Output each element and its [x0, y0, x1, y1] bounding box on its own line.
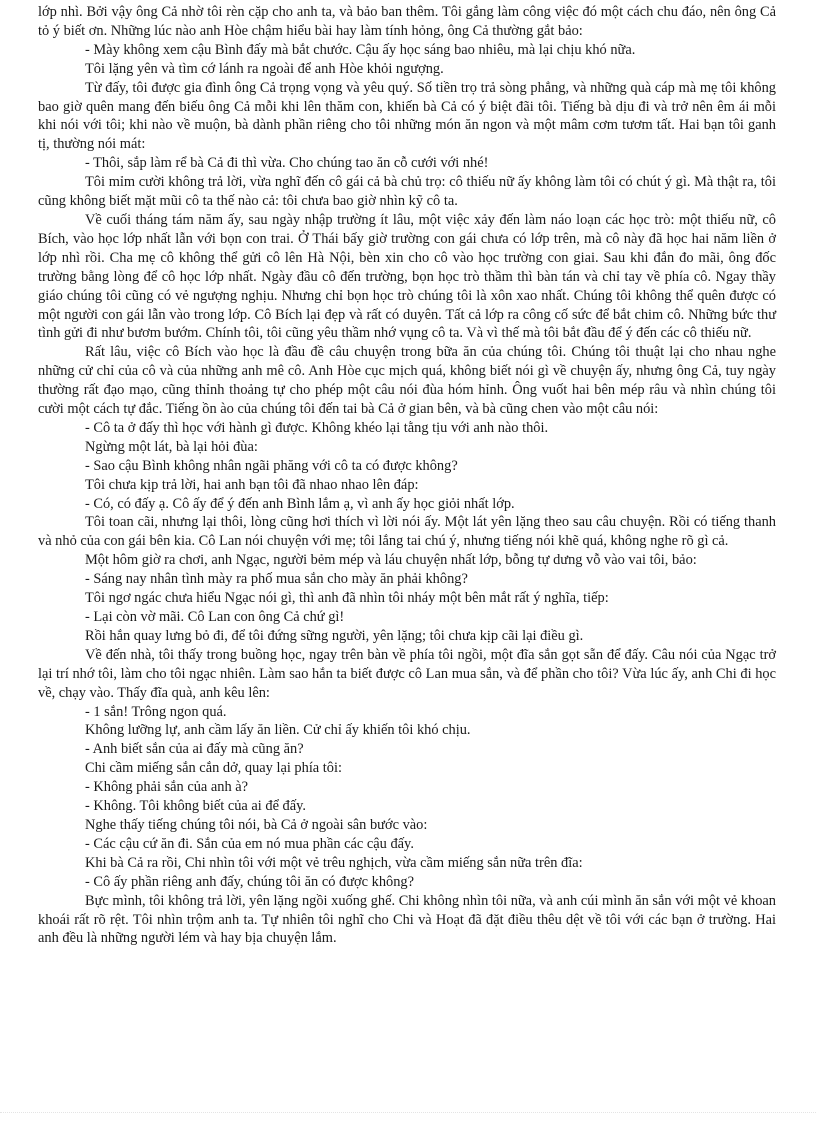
- paragraph: - Không phải sắn của anh à?: [85, 779, 249, 796]
- paragraph: Nghe thấy tiếng chúng tôi nói, bà Cả ở ngoài sân bước vào:: [85, 816, 428, 833]
- paragraph: Một hôm giờ ra chơi, anh Ngạc, người bẻm mép và láu chuyện nhất lớp, bỗng tự dưng vỗ vào vai tôi, bảo:: [85, 552, 697, 569]
- paragraph: - 1 sắn! Trông ngon quá.: [85, 703, 227, 720]
- paragraph: Tôi toan cãi, nhưng lại thôi, lòng cũng hơi thích vì lời nói ấy. Một lát yên lặng theo sau câu chuyện. Rồi có tiếng thanh và nhỏ của con gái bên kia. Cô Lan nói chuyện với mẹ; tôi lắng tai chú ý, nhưng tiếng nói khẽ quá, không nghe rõ gì cả.: [38, 514, 776, 550]
- paragraph: Chi cầm miếng sắn cắn dở, quay lại phía tôi:: [85, 760, 342, 777]
- paragraph: Rồi hắn quay lưng bỏ đi, để tôi đứng sững người, yên lặng; tôi chưa kịp cãi lại điều gì.: [85, 627, 584, 644]
- paragraph: Tôi mỉm cười không trả lời, vừa nghĩ đến cô gái cả bà chủ trọ: cô thiếu nữ ấy không làm tôi có chút ý gì. Mà thật ra, tôi cũng không biết mặt mũi cô ta thế nào cả: tôi chưa bao giờ nhìn kỹ cô ta.: [38, 174, 776, 210]
- paragraph: Tôi ngơ ngác chưa hiểu Ngạc nói gì, thì anh đã nhìn tôi nháy một bên mắt rất ý nghĩa, tiếp:: [85, 590, 609, 607]
- paragraph: Bực mình, tôi không trả lời, yên lặng ngồi xuống ghế. Chi không nhìn tôi nữa, và anh cúi mình ăn sắn với một vẻ khoan khoái rất rõ rệt. Tôi nhìn trộm anh ta. Tự nhiên tôi nghĩ cho Chi và Hoạt đã đặt điều thêu dệt về tôi với các bạn ở trường. Hai anh đều là những người lém và hay bịa chuyện lắm.: [38, 892, 776, 947]
- body-text: [38, 3, 776, 948]
- paragraph: Từ đấy, tôi được gia đình ông Cả trọng vọng và yêu quý. Số tiền trọ trả sòng phẳng, và những quà cáp mà mẹ tôi không bao giờ quên mang đến biếu ông Cả mỗi khi lên thăm con, khiến bà Cả có ý biệt đãi tôi. Tiếng bà dịu đi và trở nên êm ái mỗi khi nói với tôi; khi nào về muộn, bà dành phần riêng cho tôi những món ăn ngon và một mâm cơm tươm tất. Hai bạn tôi ganh tị, thường nói mát:: [38, 79, 776, 153]
- paragraph: Rất lâu, việc cô Bích vào học là đầu đề câu chuyện trong bữa ăn của chúng tôi. Chúng tôi thuật lại cho nhau nghe những cử chỉ của cô và của những anh mê cô. Anh Hòe cục mịch quá, không biết nói gì về chuyện ấy, nhưng ông Cả, tuy ngày thường rất đạo mạo, cũng thỉnh thoảng tự cho phép một câu nói đùa hóm hỉnh. Ông vuốt hai bên mép râu và nhìn chúng tôi cười một cách tự đắc. Tiếng ồn ào của chúng tôi đến tai bà Cả ở gian bên, và bà cũng chen vào một câu nói:: [38, 344, 776, 418]
- paragraph: - Mày không xem cậu Bình đấy mà bắt chước. Cậu ấy học sáng bao nhiêu, mà lại chịu khó nữa.: [85, 41, 636, 58]
- paragraph: - Cô ấy phần riêng anh đấy, chúng tôi ăn có được không?: [85, 873, 414, 890]
- paragraph: lớp nhì. Bởi vậy ông Cả nhờ tôi rèn cặp cho anh ta, và bảo ban thêm. Tôi gắng làm công việc đó một cách chu đáo, nên ông Cả tỏ ý biết ơn. Những lúc nào anh Hòe chậm hiểu bài hay làm tính hỏng, ông Cả thường gắt bảo:: [38, 4, 776, 39]
- paragraph: - Anh biết sắn của ai đấy mà cũng ăn?: [85, 741, 304, 758]
- paragraph: - Sao cậu Bình không nhân ngãi phăng với cô ta có được không?: [85, 457, 458, 474]
- paragraph: - Lại còn vờ mãi. Cô Lan con ông Cả chứ gì!: [85, 609, 345, 625]
- paragraph: Ngừng một lát, bà lại hỏi đùa:: [85, 438, 258, 455]
- paragraph: Tôi lặng yên và tìm cớ lánh ra ngoài để anh Hòe khỏi ngượng.: [85, 60, 444, 77]
- paragraph: - Có, có đấy ạ. Cô ấy để ý đến anh Bình lắm ạ, vì anh ấy học giỏi nhất lớp.: [85, 495, 515, 512]
- paragraph: - Cô ta ở đấy thì học với hành gì được. Không khéo lại tằng tịu với anh nào thôi.: [85, 419, 549, 436]
- paragraph: Về cuối tháng tám năm ấy, sau ngày nhập trường ít lâu, một việc xảy đến làm náo loạn các học trò: một thiếu nữ, cô Bích, vào học lớp nhất lẫn với bọn con trai. Ở Thái bấy giờ trường con gái chưa có lớp trên, mà cô này đã học hai năm liền ở lớp nhì rồi. Cha mẹ cô không thể gửi cô lên Hà Nội, bèn xin cho cô vào học trường con giai. Sau khi đắn đo mãi, ông đốc trường bằng lòng để cô học lớp nhất. Ngày đầu cô đến trường, bọn học trò thầm thì bàn tán và chỉ tay về phía cô. Ngay thầy giáo chúng tôi cũng có vẻ ngượng nghịu. Nhưng chỉ bọn học trò chúng tôi là xôn xao nhất. Chúng tôi không thể quên được có một người con gái lẫn vào trong lớp. Cô Bích lại đẹp và rất có duyên. Tất cả lớp ra công cố sức để bắt chim cô. Những bức thư tình gửi đi như bươm bướm. Chính tôi, tôi cũng yêu thầm nhớ vụng cô ta. Và vì thế mà tôi bắt đầu để ý đến các cô thiếu nữ.: [38, 211, 776, 342]
- page-bottom-divider: [0, 1112, 816, 1113]
- paragraph: - Không. Tôi không biết của ai để đấy.: [85, 798, 307, 815]
- paragraph: Về đến nhà, tôi thấy trong buồng học, ngay trên bàn về phía tôi ngồi, một đĩa sắn gọt sẵn để đấy. Câu nói của Ngạc trở lại trí nhớ tôi, làm cho tôi ngạc nhiên. Làm sao hắn ta biết được cô Lan mua sắn, và để phần cho tôi? Vừa lúc ấy, anh Chi đi học về, chạy vào. Thấy đĩa quà, anh kêu lên:: [38, 646, 776, 701]
- paragraph: - Thôi, sắp làm rể bà Cả đi thì vừa. Cho chúng tao ăn cỗ cưới với nhé!: [85, 155, 489, 172]
- paragraph: - Sáng nay nhân tình mày ra phố mua sắn cho mày ăn phải không?: [85, 571, 468, 588]
- paragraph: Khi bà Cả ra rồi, Chi nhìn tôi với một vẻ trêu nghịch, vừa cầm miếng sắn nữa trên đĩa:: [85, 854, 583, 871]
- paragraph: - Các cậu cứ ăn đi. Sắn của em nó mua phần các cậu đấy.: [85, 835, 414, 852]
- paragraph: Không lưỡng lự, anh cầm lấy ăn liền. Cử chỉ ấy khiến tôi khó chịu.: [85, 722, 471, 739]
- paragraph: Tôi chưa kịp trả lời, hai anh bạn tôi đã nhao nhao lên đáp:: [85, 476, 419, 493]
